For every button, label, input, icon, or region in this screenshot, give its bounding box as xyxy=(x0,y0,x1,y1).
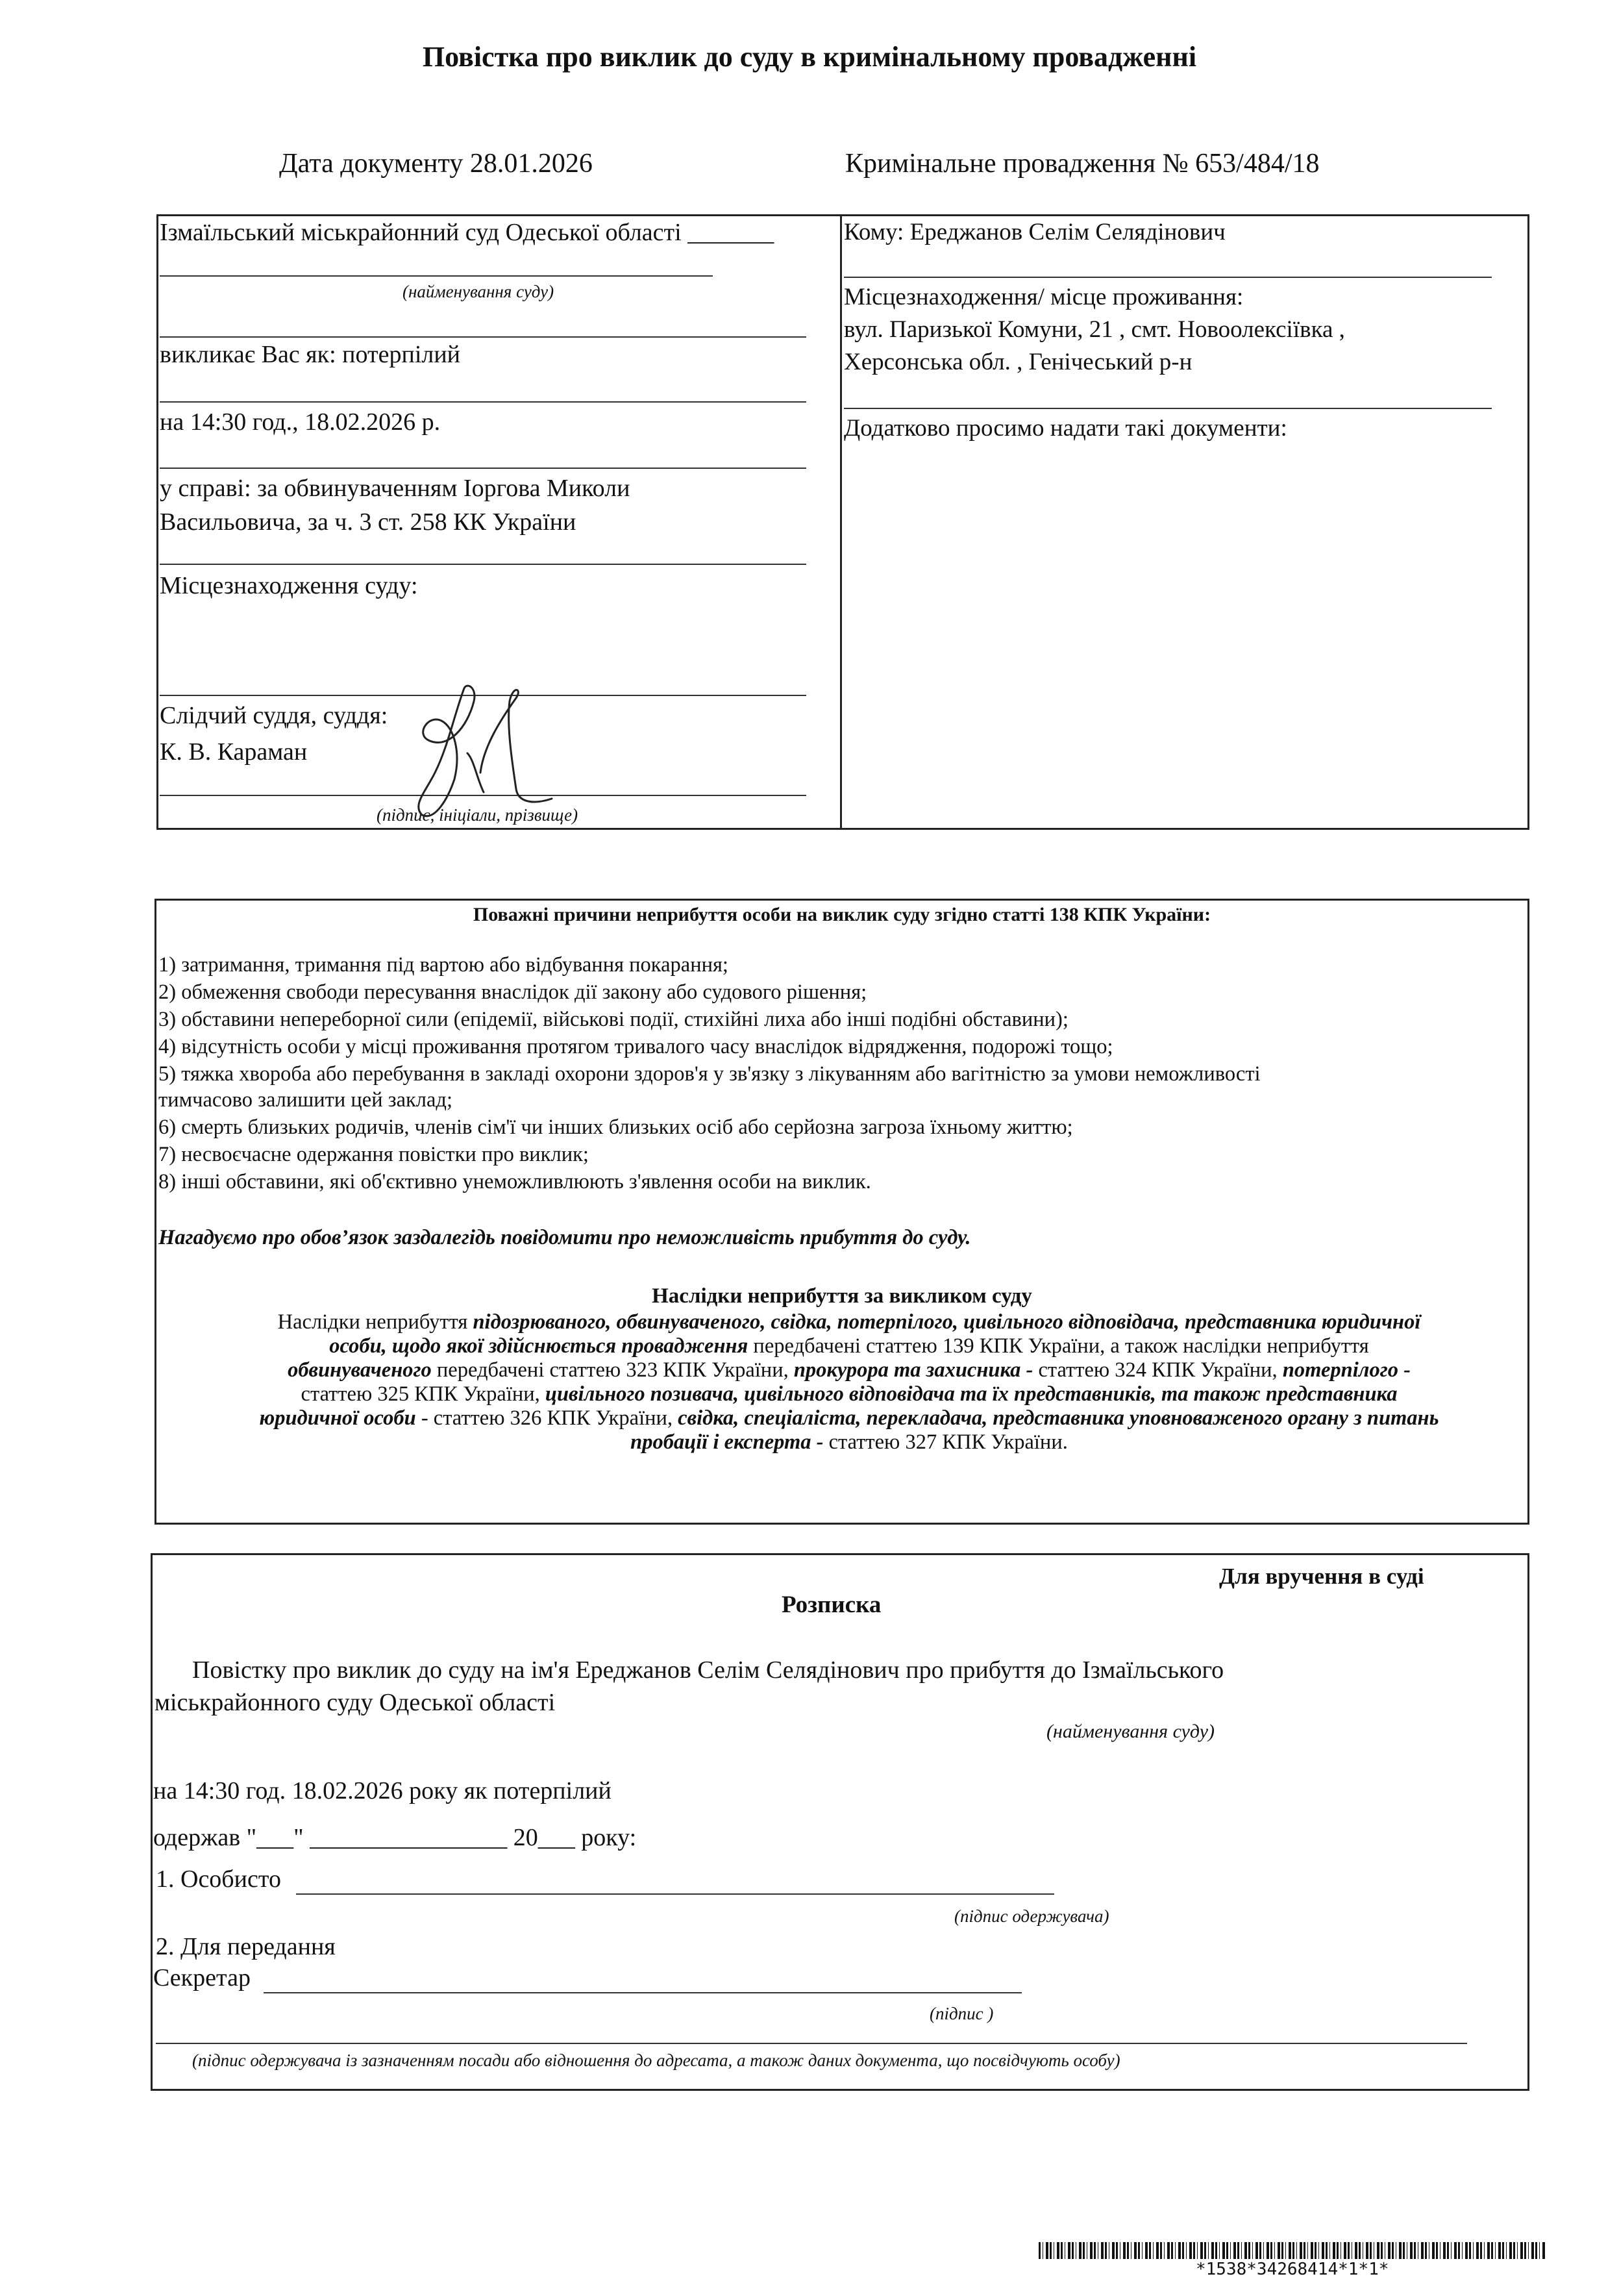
consequences-line: обвинуваченого передбачені статтею 323 КПК України, прокурора та захисника - статтею 324 КПК України, потерпілого - xyxy=(288,1358,1411,1382)
divider xyxy=(844,408,1492,409)
case-number: Кримінальне провадження № 653/484/18 xyxy=(845,149,1320,179)
personal-label: 1. Особисто xyxy=(156,1866,281,1893)
reason-item: 1) затримання, тримання під вартою або відбування покарання; xyxy=(158,953,728,977)
reason-item: 4) відсутність особи у місці проживання протягом тривалого часу внаслідок відрядження, подорожі тощо; xyxy=(158,1035,1113,1058)
secretary-signature-line xyxy=(264,1992,1022,1993)
reason-item: 7) несвоєчасне одержання повістки про виклик; xyxy=(158,1143,589,1166)
reason-item: 6) смерть близьких родичів, членів сім'ї чи інших близьких осіб або серйозна загроза їхньому життю; xyxy=(158,1116,1073,1139)
secretary-label: Секретар xyxy=(153,1964,251,1991)
consequences-line: пробації і експерта - статтею 327 КПК України. xyxy=(630,1430,1068,1454)
hearing-time: на 14:30 год., 18.02.2026 р. xyxy=(160,408,441,436)
case-line-1: у справі: за обвинуваченням Іоргова Миколи xyxy=(160,475,630,502)
reminder-text: Нагадуємо про обов’язок заздалегідь повідомити про неможливість прибуття до суду. xyxy=(158,1226,971,1249)
summoned-as: викликає Вас як: потерпілий xyxy=(160,341,461,368)
receipt-line-2: міськрайонного суду Одеської області xyxy=(154,1689,556,1716)
reason-item: 3) обставини непереборної сили (епідемії, військові події, стихійні лиха або інші подібні обставини); xyxy=(158,1008,1069,1031)
personal-signature-line xyxy=(296,1893,1054,1895)
receipt-line-1: Повістку про виклик до суду на ім'я Ереджанов Селім Селядінович про прибуття до Ізмаїльського xyxy=(192,1656,1224,1684)
consequences-line: статтею 325 КПК України, цивільного позивача, цивільного відповідача та їх представників, та також представника xyxy=(301,1382,1398,1406)
receipt-box xyxy=(151,1553,1529,2091)
reason-item: 5) тяжка хвороба або перебування в закладі охорони здоров'я у зв'язку з лікуванням або вагітністю за умови неможливості xyxy=(158,1062,1261,1086)
address-label: Місцезнаходження/ місце проживання: xyxy=(844,284,1244,310)
for-court-label: Для вручення в суді xyxy=(1219,1564,1424,1589)
case-line-2: Васильовича, за ч. 3 ст. 258 КК України xyxy=(160,508,576,536)
divider xyxy=(160,336,806,338)
divider xyxy=(160,401,806,403)
judge-signature xyxy=(402,675,571,825)
bottom-caption: (підпис одержувача із зазначенням посади або відношення до адресата, а також даних документа, що посвідчують особу) xyxy=(192,2051,1120,2070)
divider xyxy=(160,564,806,565)
court-name-line xyxy=(160,275,713,277)
reason-item: тимчасово залишити цей заклад; xyxy=(158,1088,453,1112)
receipt-title: Розписка xyxy=(782,1591,882,1618)
barcode-text: *1538*34268414*1*1* xyxy=(1196,2260,1389,2279)
consequences-line: особи, щодо якої здійснюється провадження передбачені статтею 139 КПК України, а також наслідки неприбуття xyxy=(329,1334,1369,1358)
address-line-2: Херсонська обл. , Генічеський р-н xyxy=(844,349,1193,375)
divider xyxy=(160,468,806,469)
court-name: Ізмаїльський міськрайонний суд Одеської області _______ xyxy=(160,219,774,246)
address-line-1: вул. Паризької Комуни, 21 , смт. Новоолексіївка , xyxy=(844,316,1345,343)
signature-caption: (підпис, ініціали, прізвище) xyxy=(377,805,578,825)
recipient-caption: (підпис одержувача) xyxy=(954,1906,1109,1926)
reasons-heading: Поважні причини неприбуття особи на виклик суду згідно статті 138 КПК України: xyxy=(473,904,1211,925)
reason-item: 8) інші обставини, які об'єктивно унеможливлюють з'явлення особи на виклик. xyxy=(158,1170,871,1193)
documents-label: Додатково просимо надати такі документи: xyxy=(844,415,1287,442)
bottom-signature-line xyxy=(156,2043,1467,2044)
document-title: Повістка про виклик до суду в кримінальному провадженні xyxy=(422,41,1197,73)
barcode xyxy=(1039,2242,1545,2259)
consequences-line: Наслідки неприбуття підозрюваного, обвинуваченого, свідка, потерпілого, цивільного відповідача, представника юридичної xyxy=(277,1310,1421,1334)
judge-name: К. В. Караман xyxy=(160,738,308,766)
divider xyxy=(844,277,1492,278)
sign-caption: (підпис ) xyxy=(930,2004,994,2023)
transfer-label: 2. Для передання xyxy=(156,1933,336,1960)
consequences-heading: Наслідки неприбуття за викликом суду xyxy=(652,1284,1032,1308)
addressee: Кому: Ереджанов Селім Селядінович xyxy=(844,219,1226,245)
court-caption: (найменування суду) xyxy=(402,282,554,301)
document-date: Дата документу 28.01.2026 xyxy=(279,149,593,179)
receipt-court-caption: (найменування суду) xyxy=(1046,1721,1215,1742)
receipt-time: на 14:30 год. 18.02.2026 року як потерпілий xyxy=(153,1777,612,1804)
court-location-label: Місцезнаходження суду: xyxy=(160,572,418,599)
reason-item: 2) обмеження свободи пересування внаслідок дії закону або судового рішення; xyxy=(158,980,867,1004)
received-line: одержав "___" ________________ 20___ року: xyxy=(153,1824,637,1851)
consequences-line: юридичної особи - статтею 326 КПК України, свідка, спеціаліста, перекладача, представника уповноваженого органу з питань xyxy=(259,1406,1439,1430)
judge-label: Слідчий суддя, суддя: xyxy=(160,702,388,729)
